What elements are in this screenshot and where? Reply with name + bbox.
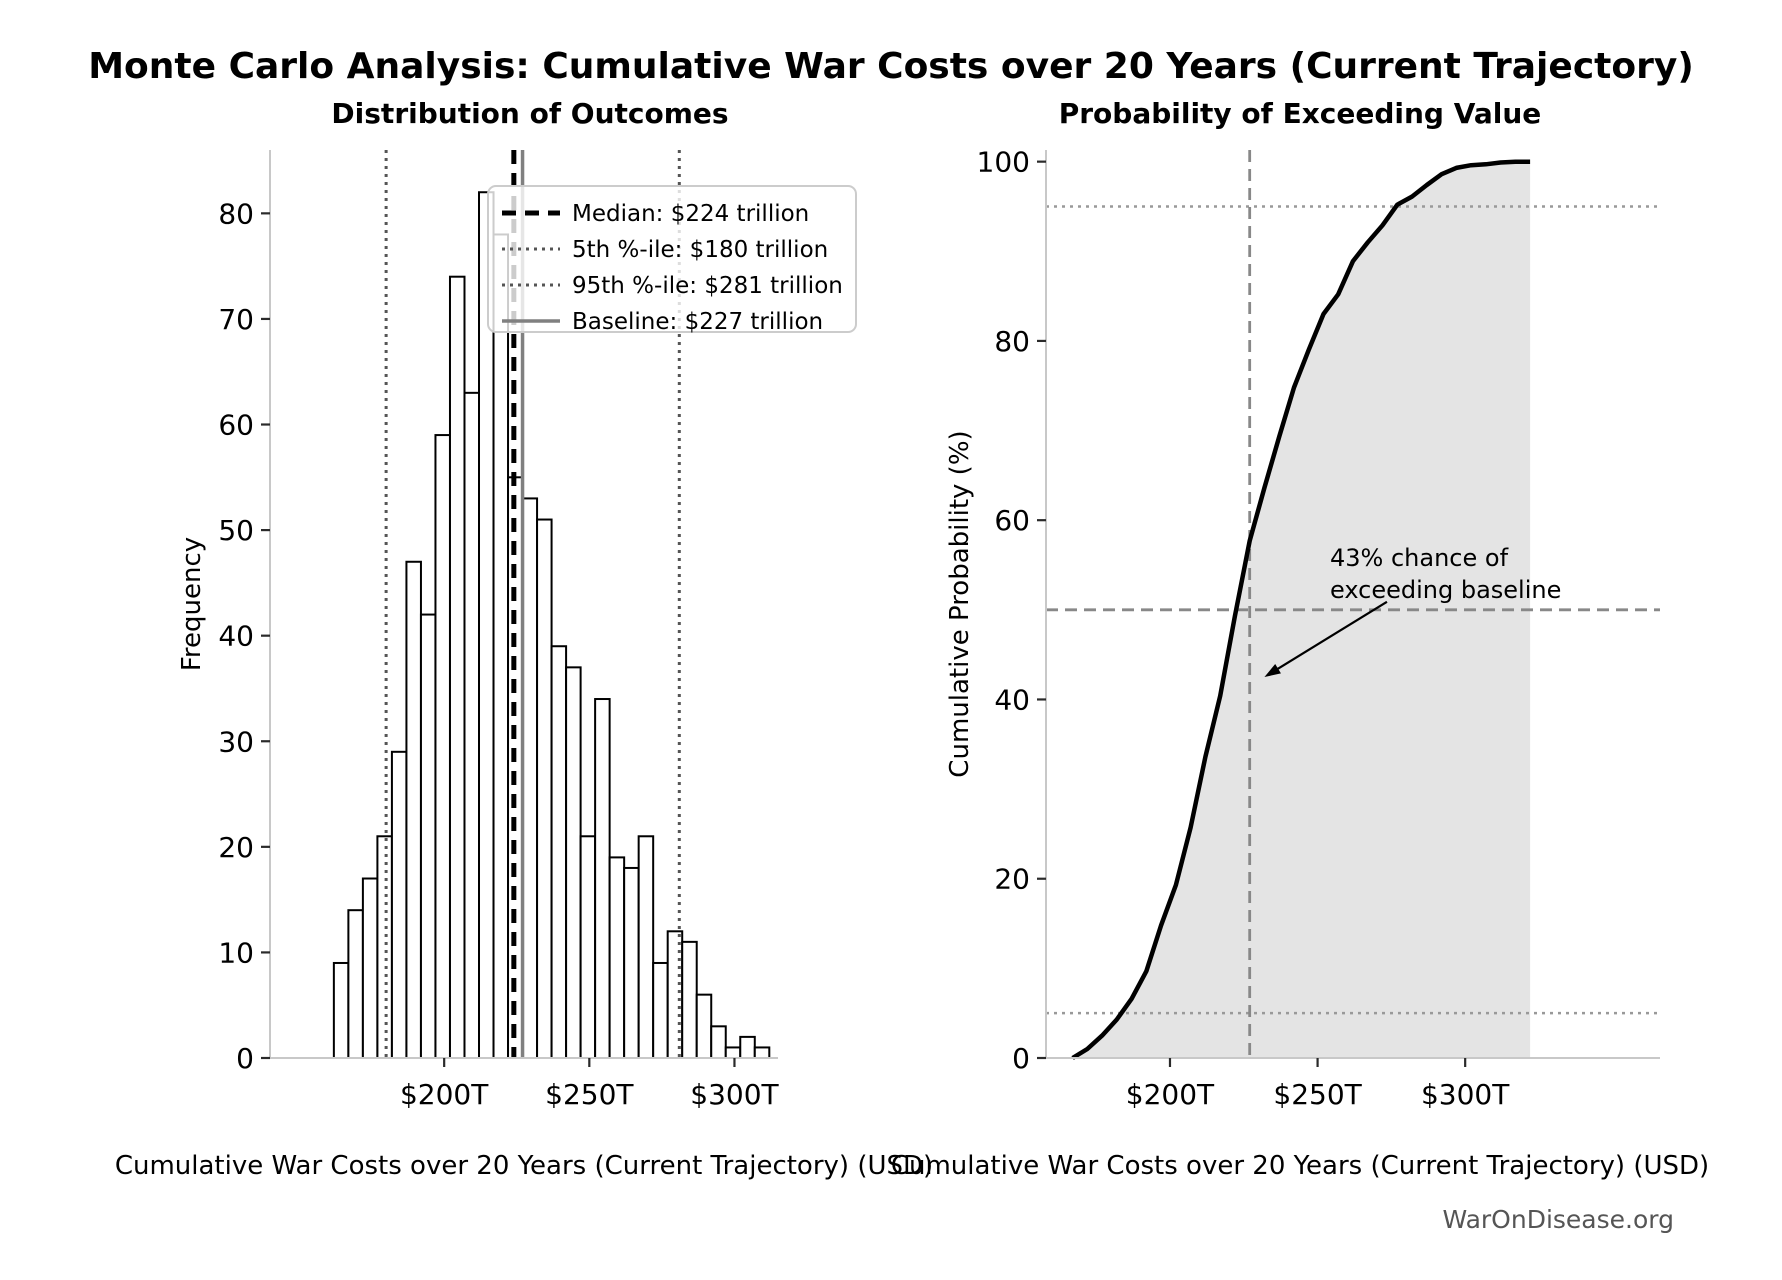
histogram-bar	[523, 498, 538, 1058]
left-y-tick-label: 70	[218, 302, 254, 336]
right-y-tick-label: 0	[1012, 1042, 1030, 1075]
left-x-tick-label: $200T	[399, 1078, 489, 1111]
legend-median-label: Median: $224 trillion	[572, 201, 810, 227]
histogram-bar	[581, 836, 596, 1058]
legend-baseline-label: Baseline: $227 trillion	[572, 309, 824, 335]
histogram-bar	[450, 277, 465, 1058]
left-y-tick-label: 10	[218, 936, 254, 970]
histogram-bar	[639, 836, 654, 1058]
left-y-tick-label: 50	[218, 514, 254, 548]
legend-95th-percentile-label: 95th %-ile: $281 trillion	[572, 273, 843, 299]
histogram-bar	[566, 667, 581, 1058]
right-chart-title: Probability of Exceeding Value	[1058, 97, 1542, 130]
left-y-tick-label: 20	[218, 830, 254, 864]
left-x-axis-label: Cumulative War Costs over 20 Years (Current Trajectory) (USD)	[114, 1151, 934, 1181]
histogram-bar	[494, 234, 509, 1058]
left-y-tick-label: 0	[236, 1042, 254, 1075]
right-y-tick-label: 20	[994, 862, 1030, 896]
histogram-bar	[334, 963, 349, 1058]
histogram-bar	[624, 868, 639, 1058]
histogram-bar	[653, 963, 668, 1058]
annotation-line-1: 43% chance of	[1330, 544, 1509, 572]
left-y-tick-label: 60	[218, 408, 254, 442]
histogram-bar	[421, 615, 436, 1058]
histogram-bar	[755, 1047, 770, 1058]
histogram-bar	[348, 910, 363, 1058]
left-y-tick-label: 30	[218, 725, 254, 759]
left-y-tick-label: 80	[218, 197, 254, 231]
annotation-line-2: exceeding baseline	[1330, 576, 1562, 604]
histogram-bar	[595, 699, 610, 1058]
histogram-bar	[711, 1026, 726, 1058]
right-x-axis-label: Cumulative War Costs over 20 Years (Current Trajectory) (USD)	[890, 1151, 1710, 1181]
histogram-bar	[435, 435, 450, 1058]
right-x-tick-label: $300T	[1420, 1078, 1510, 1111]
left-y-tick-label: 40	[218, 619, 254, 653]
left-chart-title: Distribution of Outcomes	[331, 97, 729, 130]
histogram-bar	[697, 995, 712, 1058]
right-x-tick-label: $200T	[1125, 1078, 1215, 1111]
watermark: WarOnDisease.org	[1442, 1205, 1674, 1234]
histogram-bar	[740, 1037, 755, 1058]
histogram-bar	[682, 942, 697, 1058]
right-y-tick-label: 40	[994, 683, 1030, 717]
left-y-axis-label: Frequency	[177, 536, 207, 672]
right-y-tick-label: 80	[994, 324, 1030, 358]
histogram-bar	[392, 752, 407, 1058]
right-y-tick-label: 60	[994, 504, 1030, 538]
cdf-plot-area	[1046, 150, 1660, 1058]
histogram-bar	[537, 520, 552, 1058]
legend	[488, 186, 856, 335]
legend-5th-percentile-label: 5th %-ile: $180 trillion	[572, 237, 829, 263]
histogram-bar	[464, 393, 479, 1058]
right-y-tick-label: 100	[976, 145, 1030, 179]
histogram-bar	[552, 646, 567, 1058]
histogram-bar	[363, 879, 378, 1058]
main-title: Monte Carlo Analysis: Cumulative War Costs over 20 Years (Current Trajectory)	[88, 46, 1694, 87]
left-x-tick-label: $300T	[690, 1078, 779, 1111]
histogram-bar	[610, 857, 625, 1058]
right-x-tick-label: $250T	[1273, 1078, 1362, 1111]
left-x-tick-label: $250T	[545, 1078, 634, 1111]
right-y-axis-label: Cumulative Probability (%)	[945, 430, 975, 778]
histogram-bar	[726, 1047, 741, 1058]
histogram-bar	[406, 562, 421, 1058]
